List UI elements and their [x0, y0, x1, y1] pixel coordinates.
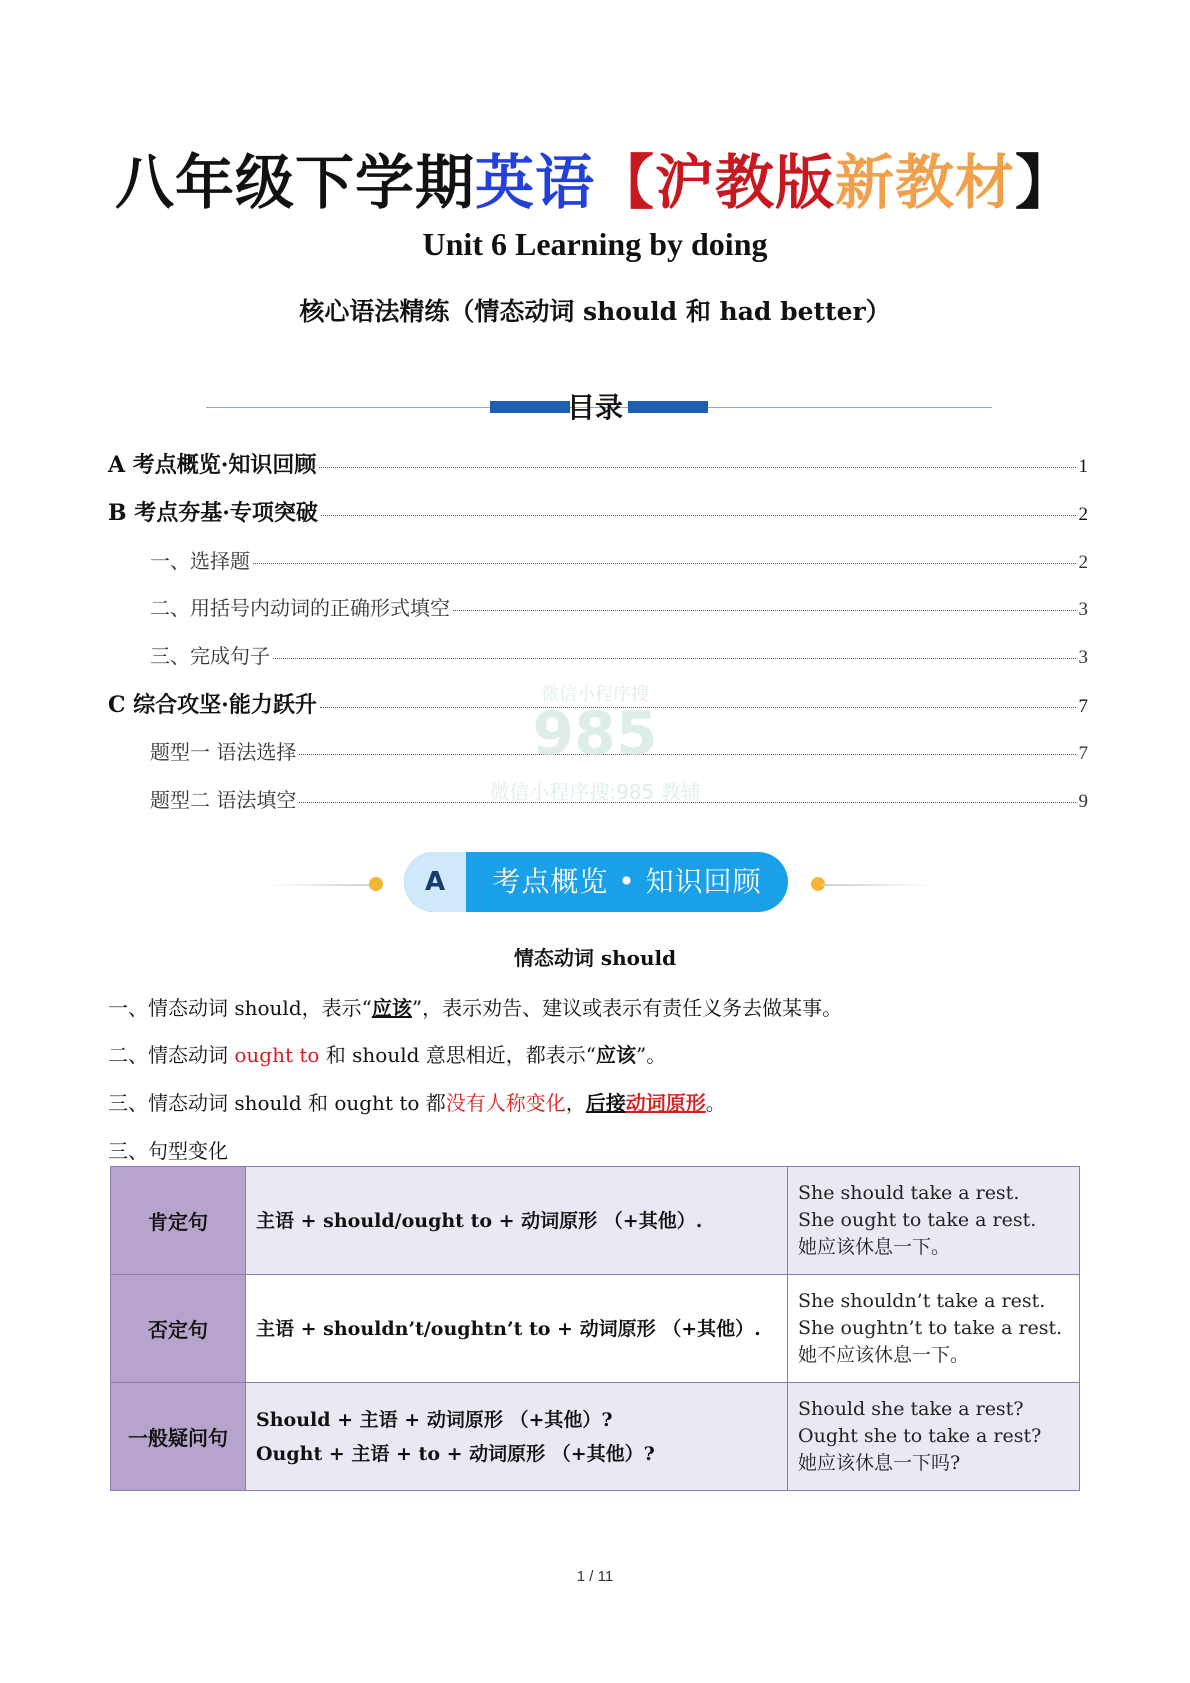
- rule-paragraph-4: 三、句型变化: [108, 1139, 228, 1163]
- text-span: ”。: [636, 1043, 667, 1067]
- title-part-bracket: 】: [1015, 148, 1076, 217]
- toc-entry[interactable]: [108, 448, 1088, 479]
- toc-heading: 目录: [566, 391, 623, 424]
- toc-entry-page: 1: [1078, 456, 1088, 477]
- toc-entry-page: 3: [1078, 599, 1088, 620]
- example-cell: [788, 1383, 1080, 1491]
- toc-entry-page: 7: [1078, 696, 1088, 717]
- rule-paragraph-3: [108, 1087, 726, 1116]
- section-title: 情态动词 should: [513, 946, 677, 970]
- example-line: Ought she to take a rest?: [798, 1425, 1042, 1447]
- toc-entry[interactable]: [150, 640, 1088, 669]
- row-header: 一般疑问句: [111, 1383, 246, 1491]
- watermark: [470, 680, 720, 840]
- text-span: ，: [565, 1091, 586, 1115]
- toc-leader-dots: [321, 515, 1076, 516]
- toc-entry-label: A 考点概览·知识回顾: [108, 452, 317, 478]
- formula-line: Ought + 主语 + to + 动词原形 （+其他）?: [256, 1442, 655, 1465]
- toc-entry-label: 一、选择题: [150, 549, 250, 573]
- watermark-line1: 微信小程序搜: [541, 684, 649, 705]
- title-part-grade: 八年级下学期: [114, 148, 475, 217]
- formula-cell: [246, 1383, 788, 1491]
- formula-line: 主语 + shouldn’t/oughtn’t to + 动词原形 （+其他）.: [256, 1317, 761, 1340]
- title-part-new-material: 新教材: [835, 148, 1016, 217]
- formula-cell: [246, 1275, 788, 1383]
- text-span: ”，表示劝告、建议或表示有责任义务去做某事。: [411, 996, 843, 1020]
- toc-entry[interactable]: [150, 545, 1088, 574]
- emphasis-text: 应该: [371, 996, 412, 1020]
- example-cell: [788, 1167, 1080, 1275]
- toc-entry-label: 题型一 语法选择: [150, 740, 297, 764]
- row-header: 肯定句: [111, 1167, 246, 1275]
- example-line: 她应该休息一下。: [798, 1236, 951, 1258]
- section-banner-label: 考点概览 • 知识回顾: [492, 865, 762, 898]
- toc-entry-label: B 考点夯基·专项突破: [108, 500, 318, 526]
- text-span: 。: [705, 1091, 726, 1115]
- toc-entry-label: C 综合攻坚·能力跃升: [108, 692, 317, 718]
- highlight-text: ought to: [234, 1043, 320, 1067]
- example-line: Should she take a rest?: [798, 1398, 1024, 1420]
- table-row: [111, 1167, 1080, 1275]
- sentence-pattern-table: [110, 1166, 1080, 1491]
- table-row: [111, 1383, 1080, 1491]
- example-line: She oughtn’t to take a rest.: [798, 1317, 1063, 1339]
- banner-line-right: [822, 884, 932, 886]
- toc-entry-label: 三、完成句子: [150, 644, 270, 668]
- toc-entry-page: 3: [1078, 647, 1088, 668]
- text-span: 一、情态动词 should，表示“: [108, 996, 372, 1020]
- example-line: She ought to take a rest.: [798, 1209, 1037, 1231]
- formula-line: 主语 + should/ought to + 动词原形 （+其他）.: [256, 1209, 703, 1232]
- highlight-text: 动词原形: [625, 1091, 706, 1115]
- unit-title: Unit 6 Learning by doing: [422, 226, 768, 262]
- formula-line: Should + 主语 + 动词原形 （+其他）?: [256, 1408, 613, 1431]
- rule-paragraph-1: [108, 992, 842, 1021]
- emphasis-text: 应该: [596, 1043, 636, 1067]
- toc-leader-dots: [253, 563, 1076, 564]
- toc-leader-dots: [453, 610, 1076, 611]
- rule-paragraph-2: [108, 1039, 666, 1068]
- document-title: [0, 148, 1190, 218]
- toc-entry-page: 7: [1078, 743, 1088, 764]
- row-header: 否定句: [111, 1275, 246, 1383]
- toc-entry-label: 二、用括号内动词的正确形式填空: [150, 596, 450, 620]
- toc-entry-page: 2: [1078, 552, 1088, 573]
- toc-entry-page: 2: [1078, 504, 1088, 525]
- section-banner: [404, 852, 788, 912]
- watermark-line3: 微信小程序搜:985 教辅: [489, 780, 701, 804]
- example-line: 她应该休息一下吗?: [798, 1452, 961, 1474]
- toc-entry[interactable]: [108, 496, 1088, 527]
- text-span: 二、情态动词: [108, 1043, 235, 1067]
- toc-entry-page: 9: [1078, 791, 1088, 812]
- section-letter: A: [404, 852, 466, 912]
- emphasis-text: 后接: [585, 1091, 626, 1115]
- example-line: She shouldn’t take a rest.: [798, 1290, 1046, 1312]
- toc-entry[interactable]: [150, 592, 1088, 621]
- example-line: She should take a rest.: [798, 1182, 1020, 1204]
- text-span: 和 should 意思相近，都表示“: [319, 1043, 596, 1067]
- formula-cell: [246, 1167, 788, 1275]
- toc-leader-dots: [319, 467, 1075, 468]
- title-part-subject: 英语: [474, 148, 595, 217]
- banner-dot-left: [369, 877, 383, 891]
- example-line: 她不应该休息一下。: [798, 1344, 970, 1366]
- example-cell: [788, 1275, 1080, 1383]
- toc-entry-label: 题型二 语法填空: [150, 788, 297, 812]
- page-number: 1 / 11: [576, 1568, 614, 1585]
- toc-leader-dots: [273, 658, 1076, 659]
- highlight-text: 没有人称变化: [445, 1091, 566, 1115]
- banner-line-left: [268, 884, 378, 886]
- watermark-logo: 985: [532, 699, 658, 769]
- text-span: 三、情态动词 should 和 ought to 都: [108, 1091, 446, 1115]
- table-row: [111, 1275, 1080, 1383]
- title-part-edition: 【沪教版: [594, 148, 835, 217]
- grammar-subtitle: 核心语法精练（情态动词 should 和 had better）: [299, 297, 891, 326]
